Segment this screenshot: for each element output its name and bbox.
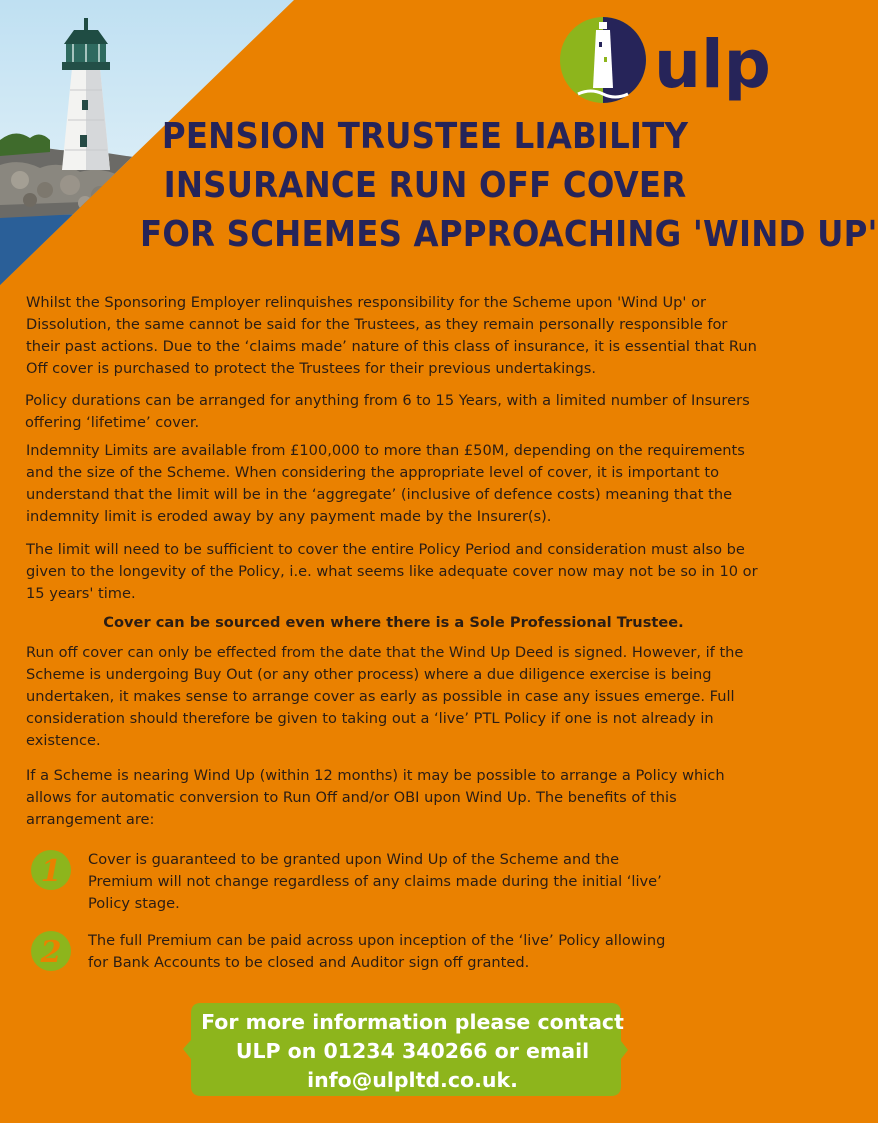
benefit-1-text: Cover is guaranteed to be granted upon Wind Up of the Scheme and the Premium will not change regardless of any claims made during the initial ‘live’ Policy stage. <box>88 851 662 912</box>
contact-line-1: For more information please contact <box>201 1010 624 1034</box>
indemnity-limits-paragraph: Indemnity Limits are available from £100,000 to more than £50M, depending on the requirements and the size of the Scheme. When considering the appropriate level of cover, it is important to understand that the limit will be in the ‘aggregate’ (inclusive of defence costs) meaning that the indemnity limit is eroded away by any payment made by the Insurer(s). <box>26 442 745 525</box>
limit-sufficiency-paragraph: The limit will need to be sufficient to cover the entire Policy Period and consideration must also be given to the longevity of the Policy, i.e. what seems like adequate cover now may not be so in 10 or 15 years' time. <box>26 541 758 602</box>
contact-text <box>191 1008 634 1095</box>
benefit-2-text: The full Premium can be paid across upon inception of the ‘live’ Policy allowing for Bank Accounts to be closed and Auditor sign off granted. <box>88 932 666 971</box>
number-two-badge-icon <box>30 930 72 972</box>
title-line-3: FOR SCHEMES APPROACHING 'WIND UP' <box>140 214 878 255</box>
run-off-paragraph: Run off cover can only be effected from the date that the Wind Up Deed is signed. However, if the Scheme is undergoing Buy Out (or any other process) where a due diligence exercise is being undertaken, it makes sense to arrange cover as early as possible in case any issues emerge. Full consideration should therefore be given to taking out a ‘live’ PTL Policy if one is not already in existence. <box>26 644 744 749</box>
title-line-2: INSURANCE RUN OFF COVER <box>163 165 687 206</box>
intro-paragraph: Whilst the Sponsoring Employer relinquishes responsibility for the Scheme upon 'Wind Up' or Dissolution, the same cannot be said for the Trustees, as they remain personally responsible for their past actions. Due to the ‘claims made’ nature of this class of insurance, it is essential that Run Off cover is purchased to protect the Trustees for their previous undertakings. <box>26 294 757 377</box>
sole-trustee-note: Cover can be sourced even where there is a Sole Professional Trustee. <box>103 614 684 631</box>
title-line-1: PENSION TRUSTEE LIABILITY <box>161 116 689 157</box>
contact-email[interactable]: info@ulpltd.co.uk. <box>307 1068 518 1092</box>
ulp-logo <box>556 12 771 108</box>
logo-text: ulp <box>654 26 771 103</box>
page-title <box>140 112 878 259</box>
contact-callout <box>191 1003 624 1096</box>
benefit-2-number: 2 <box>40 935 62 970</box>
wind-up-paragraph: If a Scheme is nearing Wind Up (within 12 months) it may be possible to arrange a Policy which allows for automatic conversion to Run Off and/or OBI upon Wind Up. The benefits of this arrangement are: <box>26 767 725 828</box>
contact-line-2: ULP on 01234 340266 or email <box>235 1039 590 1063</box>
number-one-badge-icon <box>30 849 72 891</box>
policy-duration-paragraph: Policy durations can be arranged for anything from 6 to 15 Years, with a limited number of Insurers offering ‘lifetime’ cover. <box>25 392 750 431</box>
benefit-1-number: 1 <box>40 854 62 889</box>
